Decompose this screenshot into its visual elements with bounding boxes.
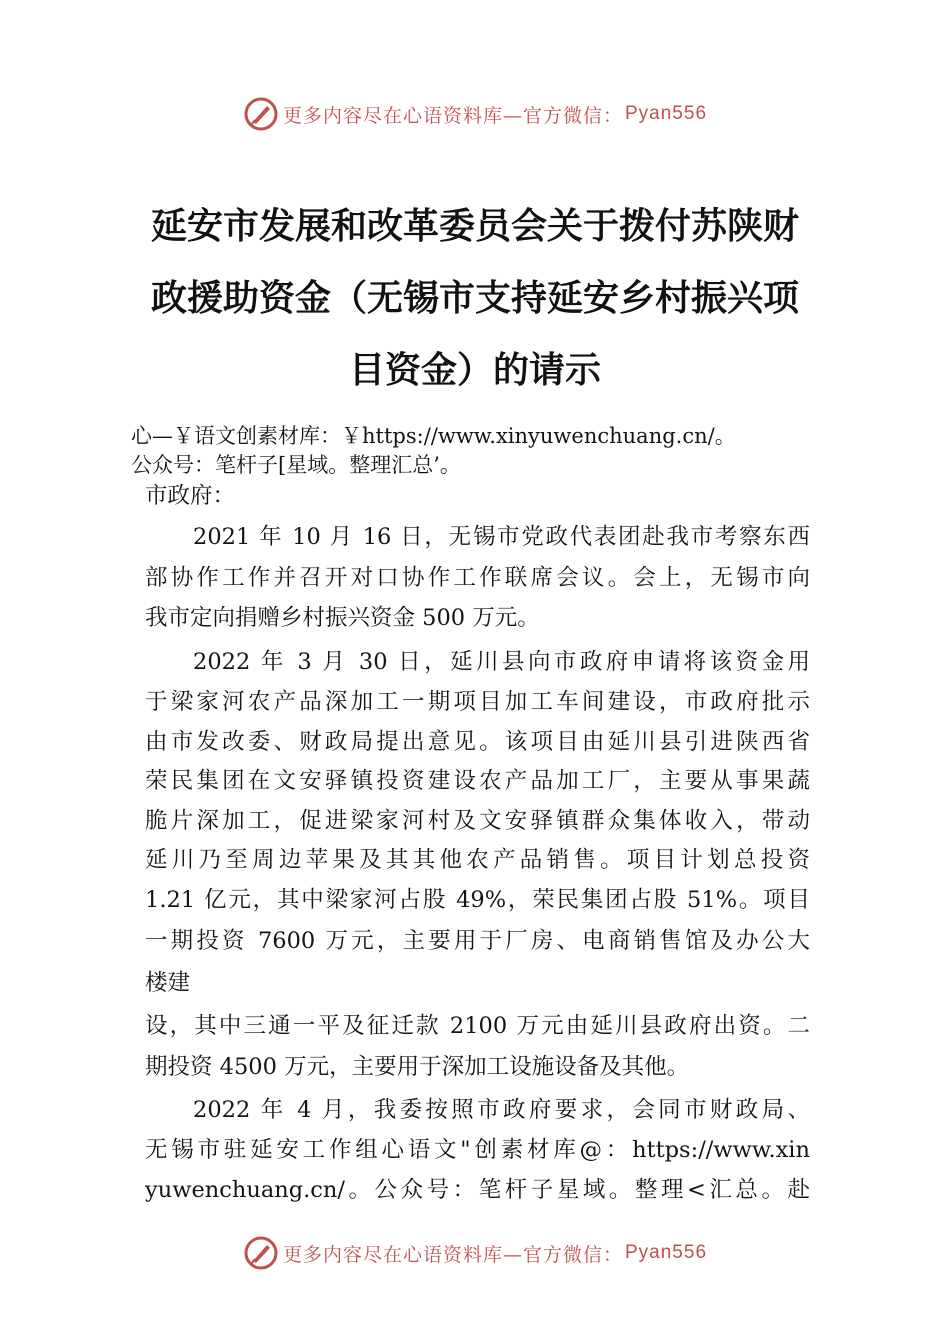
body-line: 期投资 4500 万元，主要用于深加工设施设备及其他。 — [145, 1054, 690, 1080]
body-line: 部协作工作并召开对口协作工作联席会议。会上，无锡市向 — [145, 565, 810, 591]
body-line: 1.21 亿元，其中梁家河占股 49%，荣民集团占股 51%。项目 — [145, 887, 810, 913]
document-title — [130, 190, 820, 406]
source-note-line-2: 公众号：笔杆子[星域。整理汇总’。 — [131, 453, 461, 477]
title-line-3: 目资金）的请示 — [348, 349, 601, 391]
body-line: 2022 年 4 月，我委按照市政府要求，会同市财政局、 — [193, 1097, 810, 1123]
banner-text: 更多内容尽在心语资料库—官方微信： — [282, 1243, 623, 1266]
body-line: 2021 年 10 月 16 日，无锡市党政代表团赴我市考察东西 — [193, 524, 810, 550]
banner-wechat-id: Pyan556 — [625, 103, 708, 124]
banner-wechat-id: Pyan556 — [625, 1242, 708, 1263]
source-note-line-1: 心—￥语文创素材库：￥https://www.xinyuwenchuang.cn/。 — [131, 424, 736, 448]
title-line-1: 延安市发展和改革委员会关于拨付苏陕财 — [150, 205, 799, 247]
header-watermark-banner — [0, 92, 950, 136]
body-line: 楼建 — [145, 970, 191, 996]
body-line: 2022 年 3 月 30 日，延川县向市政府申请将该资金用 — [193, 649, 810, 675]
body-line: 无锡市驻延安工作组心语文"创素材库@：https://www.xin — [145, 1137, 810, 1163]
body-line: 由市发改委、财政局提出意见。该项目由延川县引进陕西省 — [145, 729, 810, 755]
body-line: 一期投资 7600 万元，主要用于厂房、电商销售馆及办公大 — [145, 928, 810, 954]
body-line: 荣民集团在文安驿镇投资建设农产品加工厂，主要从事果蔬 — [145, 768, 810, 794]
body-line: 我市定向捐赠乡村振兴资金 500 万元。 — [145, 605, 540, 631]
body-line: 设，其中三通一平及征迁款 2100 万元由延川县政府出资。二 — [145, 1013, 810, 1039]
body-line: 延川乃至周边苹果及其其他农产品销售。项目计划总投资 — [145, 847, 810, 873]
footer-watermark-banner — [0, 1231, 950, 1275]
title-line-2: 政援助资金（无锡市支持延安乡村振兴项 — [150, 277, 799, 319]
salutation: 市政府： — [145, 483, 236, 509]
body-line: 脆片深加工，促进梁家河村及文安驿镇群众集体收入，带动 — [145, 808, 810, 834]
quill-logo-icon — [243, 96, 279, 132]
quill-logo-icon — [243, 1235, 279, 1271]
banner-text: 更多内容尽在心语资料库—官方微信： — [282, 104, 623, 127]
body-line: 于梁家河农产品深加工一期项目加工车间建设，市政府批示 — [145, 689, 810, 715]
body-line: yuwenchuang.cn/。公众号：笔杆子星域。整理<汇总。赴 — [145, 1177, 810, 1203]
